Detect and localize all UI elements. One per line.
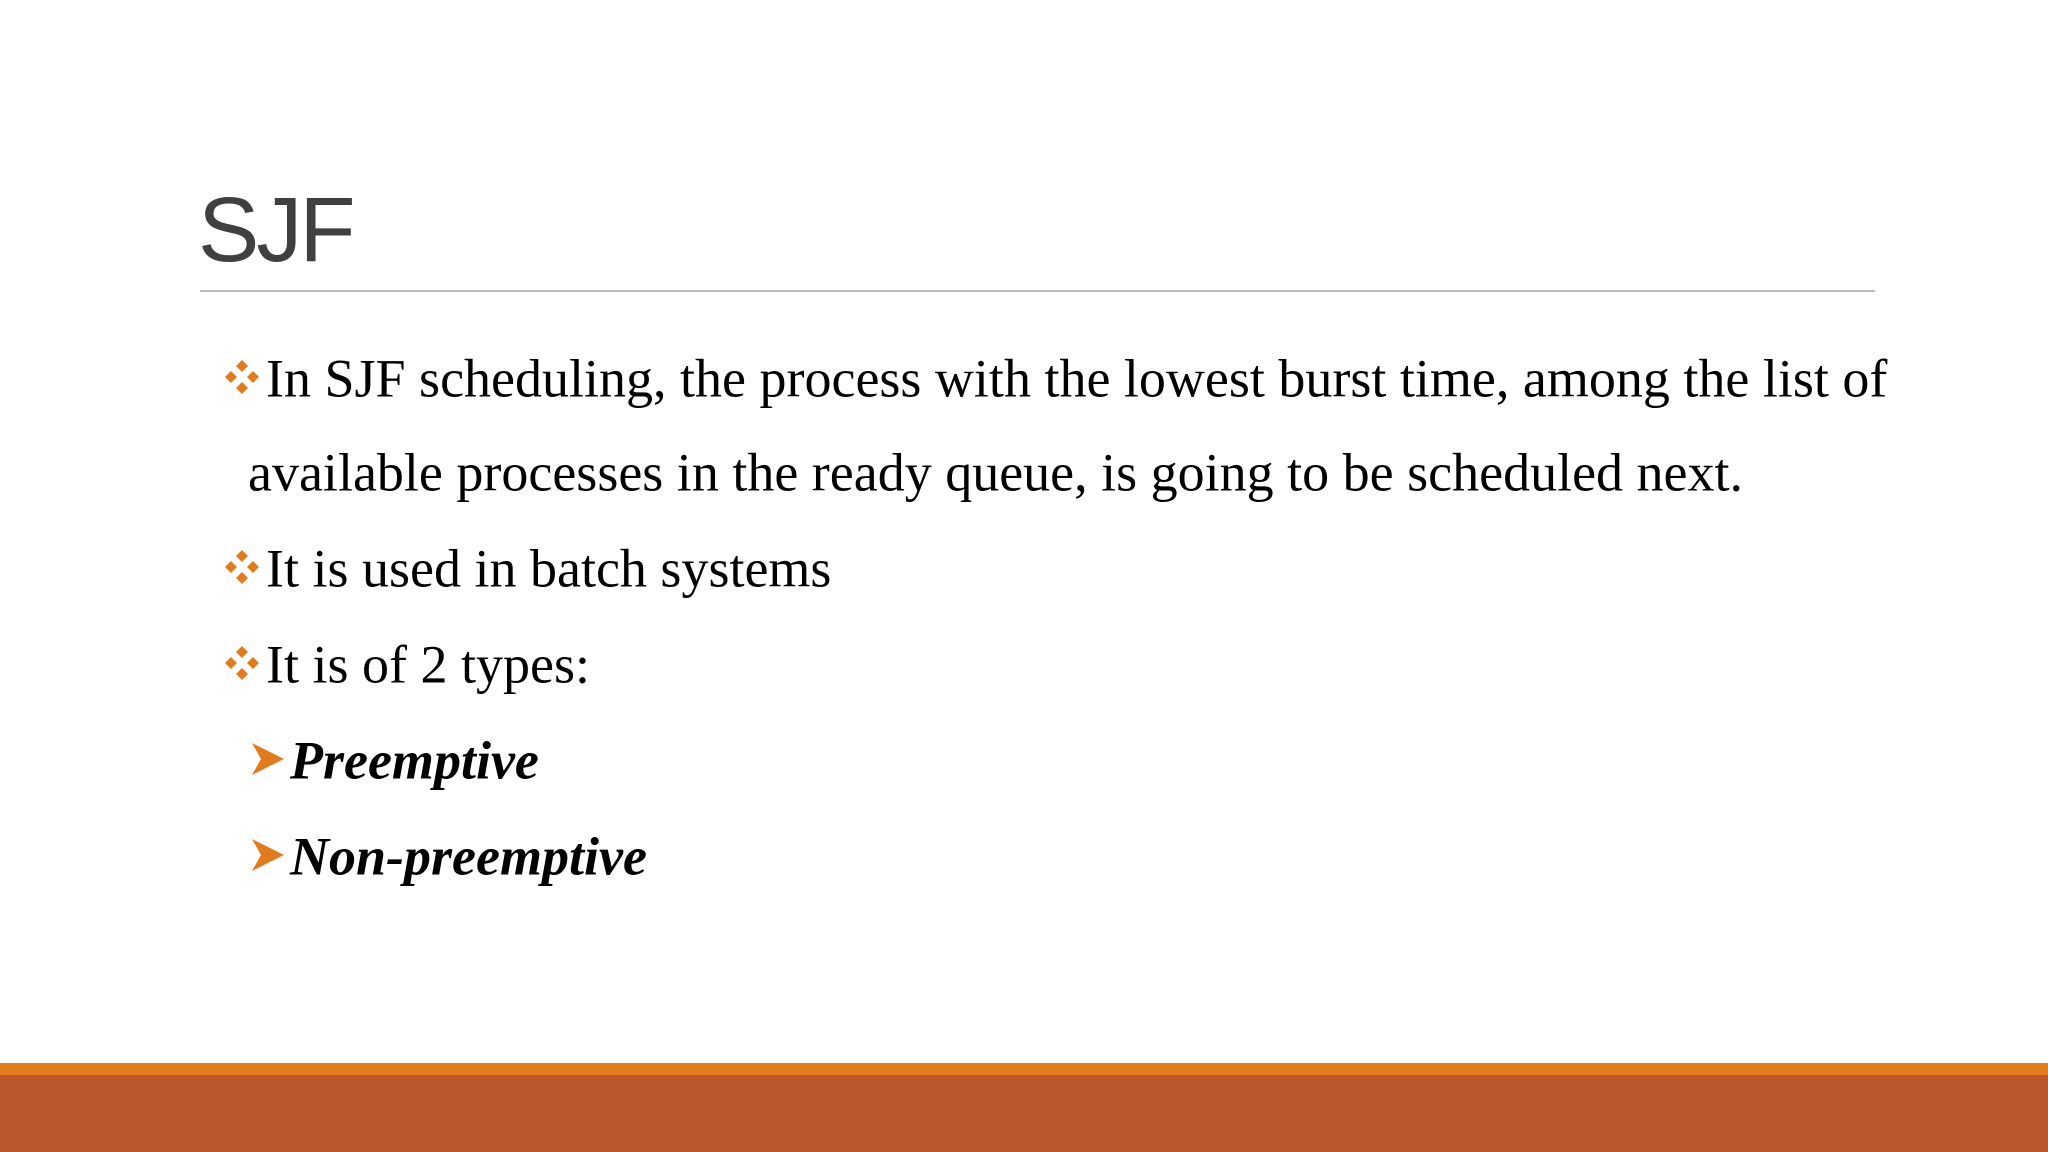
footer-band [0, 1075, 2048, 1152]
bullet-text: available processes in the ready queue, is going to be scheduled next. [248, 442, 1744, 503]
arrow-bullet-icon [250, 726, 286, 796]
diamond-bullet-icon [222, 534, 262, 604]
footer-accent-stripe [0, 1063, 2048, 1075]
bullet-item [222, 624, 590, 700]
bullet-continuation [248, 432, 1743, 508]
bullet-item [222, 528, 831, 604]
title-divider [200, 290, 1875, 292]
diamond-bullet-icon [222, 344, 262, 414]
slide-title: SJF [198, 179, 353, 281]
sub-bullet-item [250, 720, 539, 796]
bullet-item [222, 338, 1887, 414]
sub-bullet-item [250, 816, 647, 892]
bullet-text: It is used in batch systems [266, 538, 832, 599]
diamond-bullet-icon [222, 630, 262, 700]
bullet-text: It is of 2 types: [266, 634, 590, 695]
bullet-text: Non-preemptive [290, 826, 647, 887]
arrow-bullet-icon [250, 822, 286, 892]
bullet-text: In SJF scheduling, the process with the lowest burst time, among the list of [266, 348, 1888, 409]
bullet-text: Preemptive [290, 730, 539, 791]
